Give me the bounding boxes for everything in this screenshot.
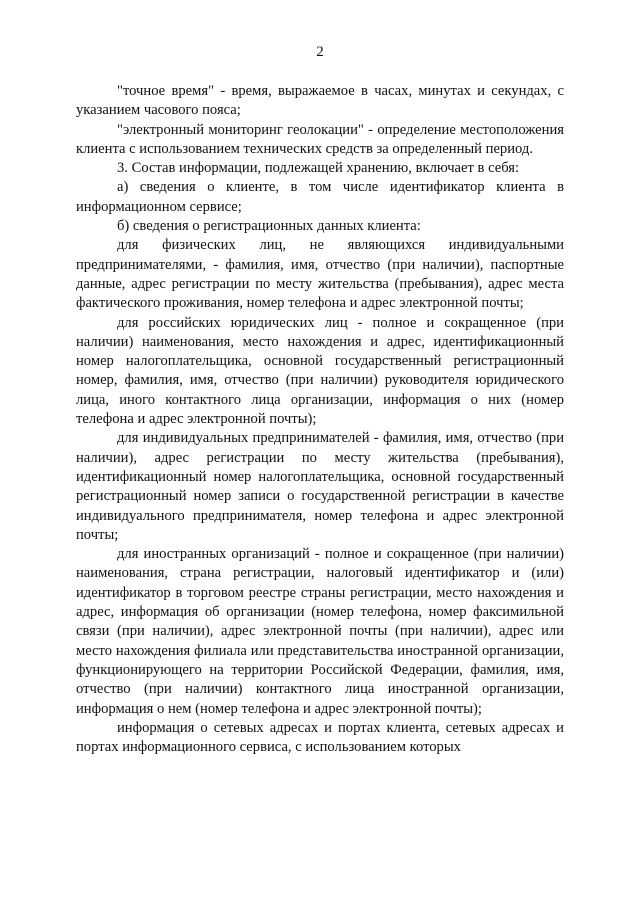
paragraph-section-3-heading: 3. Состав информации, подлежащей хранению, включает в себя: <box>117 160 520 177</box>
page-number: 2 <box>316 44 324 60</box>
paragraph-individuals: для физических лиц, не являющихся индивидуальными предпринимателями, - фамилия, имя, отчество (при наличии), паспортные данные, адрес регистрации по месту жительства (пребывания), адрес места фактического проживания, номер телефона и адрес электронной почты; <box>76 237 564 312</box>
paragraph-foreign-organizations: для иностранных организаций - полное и сокращенное (при наличии) наименования, страна регистрации, налоговый идентификатор и (или) идентификатор в торговом реестре страны регистрации, место нахождения и адрес, информация об организации (номер телефона, номер факсимильной связи (при наличии), адрес электронной почты (при наличии), адрес или место нахождения филиала или представительства иностранной организации, функционирующего на территории Российской Федерации, фамилия, имя, отчество (при наличии) контактного лица иностранной организации, информация о нем (номер телефона и адрес электронной почты); <box>76 546 564 717</box>
document-body <box>76 82 564 757</box>
paragraph-item-b: б) сведения о регистрационных данных клиента: <box>117 218 421 235</box>
paragraph-item-a: а) сведения о клиенте, в том числе идентификатор клиента в информационном сервисе; <box>76 179 564 215</box>
paragraph-individual-entrepreneurs: для индивидуальных предпринимателей - фамилия, имя, отчество (при наличии), адрес регистрации по месту жительства (пребывания), идентификационный номер налогоплательщика, основной государственный регистрационный номер записи о государственной регистрации в качестве индивидуального предпринимателя, номер телефона и адрес электронной почты; <box>76 430 564 543</box>
paragraph-russian-legal-entities: для российских юридических лиц - полное и сокращенное (при наличии) наименования, место нахождения и адрес, идентификационный номер налогоплательщика, основной государственный регистрационный номер, фамилия, имя, отчество (при наличии) руководителя юридического лица, иного контактного лица организации, информация о них (номер телефона и адрес электронной почты); <box>76 314 564 428</box>
paragraph-network-addresses: информация о сетевых адресах и портах клиента, сетевых адресах и портах информационного сервиса, с использованием которых <box>76 719 564 756</box>
paragraph-definition-geolocation: "электронный мониторинг геолокации" - определение местоположения клиента с использованием технических средств за определенный период. <box>76 121 564 157</box>
paragraph-definition-exact-time: "точное время" - время, выражаемое в часах, минутах и секундах, с указанием часового пояса; <box>76 83 564 119</box>
